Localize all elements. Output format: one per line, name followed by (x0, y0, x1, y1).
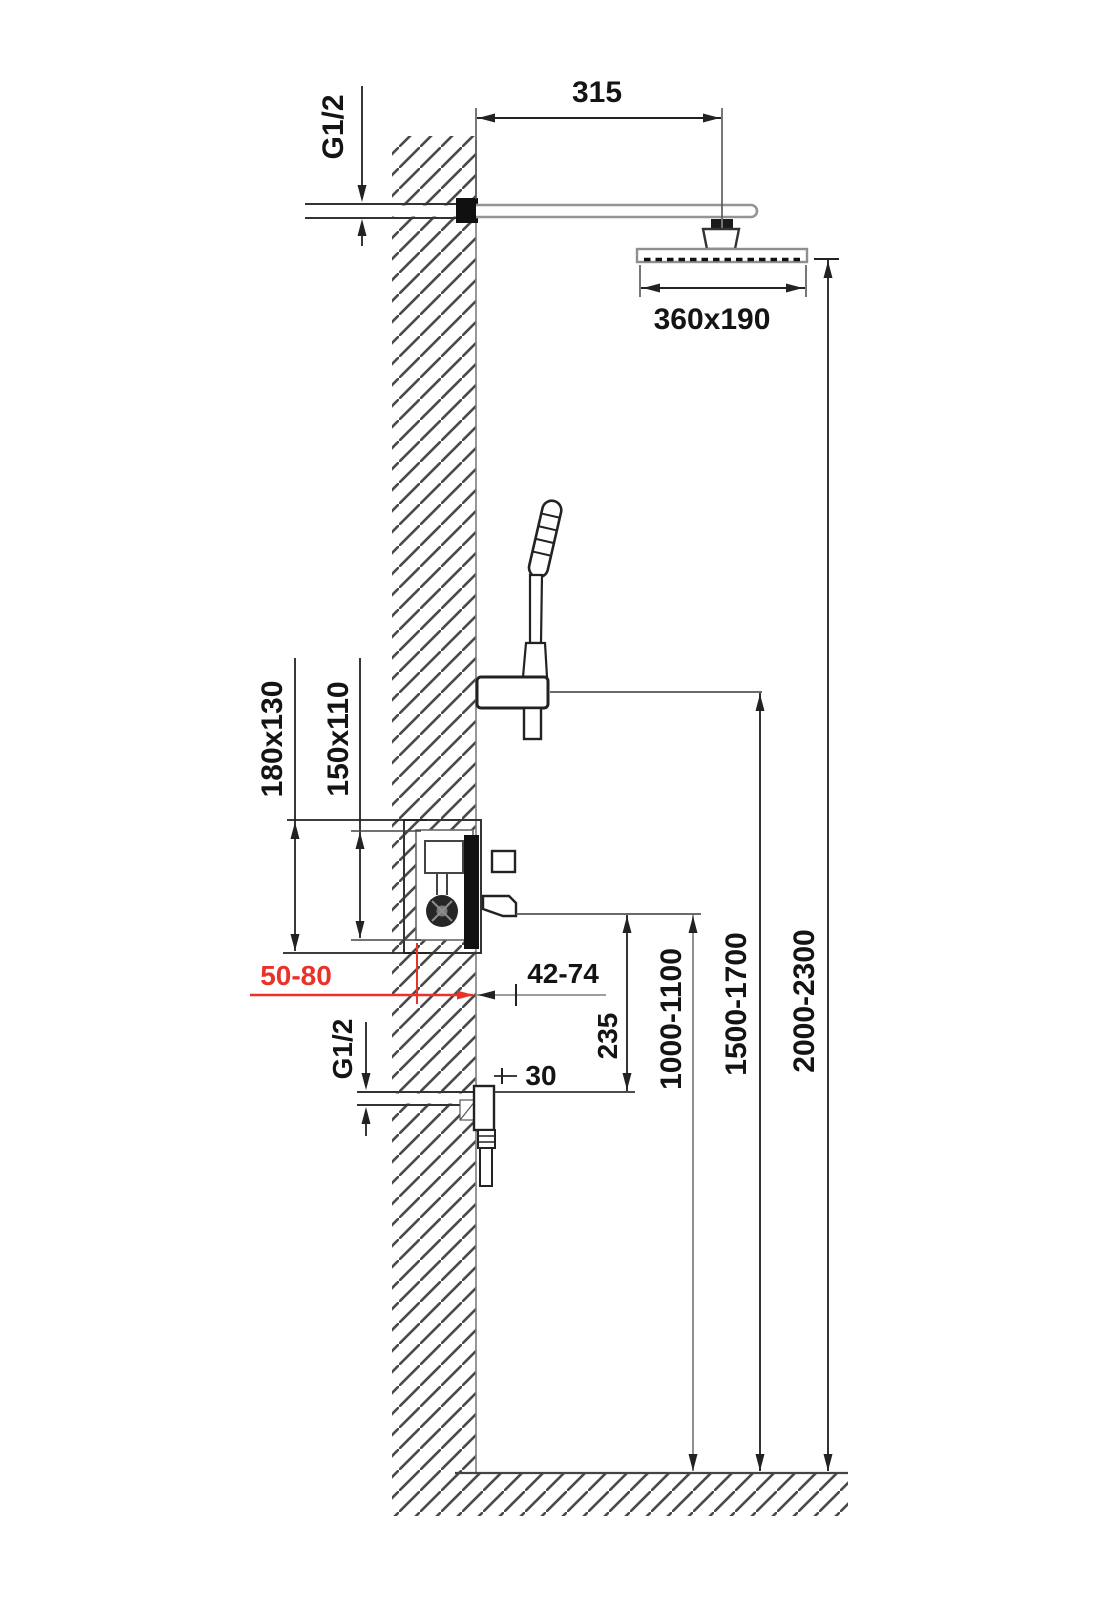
dim-30-label: 30 (525, 1060, 557, 1091)
hand-shower (477, 499, 563, 739)
dim-2000-2300-label: 2000-2300 (788, 929, 821, 1073)
dim-1000-1100-label: 1000-1100 (655, 948, 688, 1090)
dim-g12-top-label: G1/2 (317, 94, 350, 160)
dim-315-label: 315 (571, 76, 623, 109)
shower-arm (476, 205, 757, 217)
head-mount (703, 229, 739, 249)
hand-shower-holder (477, 677, 548, 708)
concealed-mixer (404, 820, 516, 953)
dim-1500-1700-label: 1500-1700 (720, 932, 753, 1076)
dim-42-74-label: 42-74 (527, 958, 599, 989)
holder-stub (524, 708, 541, 739)
mixer-faceplate (464, 835, 479, 949)
wall-union-block (456, 198, 478, 223)
dim-180x130-label: 180x130 (256, 680, 289, 798)
ball-joint (711, 219, 721, 229)
hand-shower-stem (530, 575, 542, 643)
diverter-button (492, 851, 515, 872)
mixer-handle (483, 896, 516, 916)
dim-g12-bottom-label: G1/2 (327, 1018, 358, 1080)
dim-235-label: 235 (592, 1012, 623, 1060)
outlet-nut (478, 1130, 495, 1148)
mixer-cartridge (425, 841, 463, 873)
hand-shower-grip (523, 643, 547, 677)
outlet-elbow (474, 1086, 494, 1130)
hand-shower-head (527, 499, 563, 579)
dim-360x190-label: 360x190 (653, 303, 771, 336)
dim-50-80-label: 50-80 (260, 960, 332, 991)
floor-hatch (476, 1473, 848, 1516)
head-plate (637, 249, 807, 262)
outlet-pipe (480, 1148, 492, 1186)
floor-section (455, 1473, 848, 1516)
dim-150x110-label: 150x110 (322, 681, 355, 797)
